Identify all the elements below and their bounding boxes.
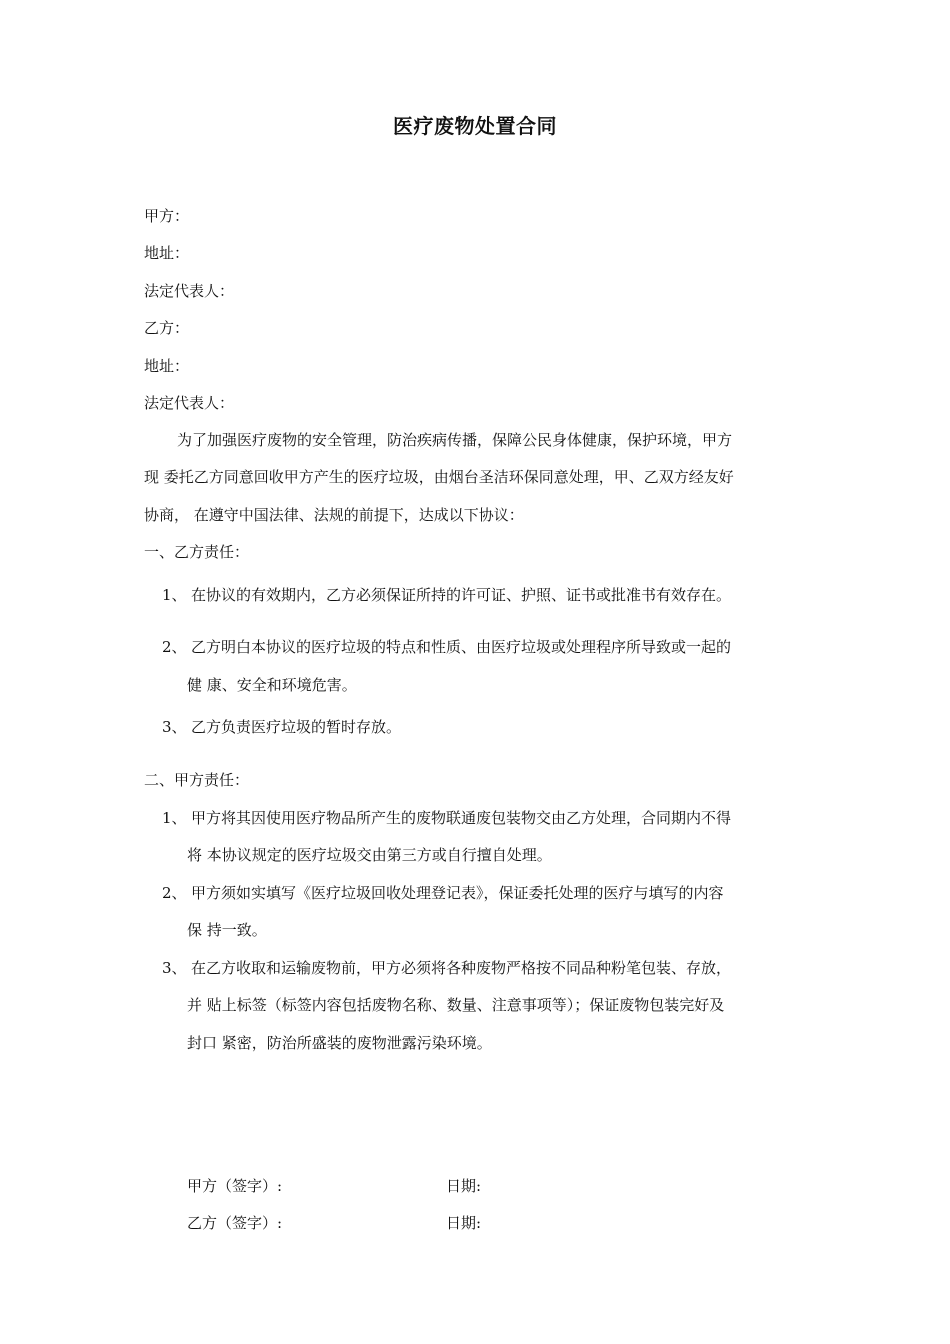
section-2-item-3-number: 3、 [162, 959, 187, 977]
party-a-signature-label: 甲方（签字）: [187, 1177, 283, 1195]
section-2-heading: 二、甲方责任： [144, 771, 250, 789]
section-1-item-1-number: 1、 [162, 586, 187, 604]
party-a-address-label: 地址： [144, 244, 190, 262]
section-2-item-1-number: 1、 [162, 809, 187, 827]
party-a-label: 甲方： [144, 207, 190, 225]
section-2-item-3-text: 在乙方收取和运输废物前，甲方必须将各种废物严格按不同品种粉笔包装、存放， [191, 959, 732, 977]
section-2-item-2-number: 2、 [162, 884, 187, 902]
party-b-representative-label: 法定代表人： [144, 394, 235, 412]
party-b-date-label: 日期: [446, 1214, 482, 1232]
section-2-item-3-text-cont-1: 并 贴上标签（标签内容包括废物名称、数量、注意事项等）；保证废物包装完好及 [187, 996, 725, 1014]
section-2-item-3-text-cont-2: 封口 紧密，防治所盛装的废物泄露污染环境。 [187, 1034, 492, 1052]
section-2-item-1-text-cont: 将 本协议规定的医疗垃圾交由第三方或自行擅自处理。 [187, 846, 552, 864]
party-b-signature-label: 乙方（签字）: [187, 1214, 283, 1232]
intro-line-3: 协商， 在遵守中国法律、法规的前提下，达成以下协议： [144, 506, 524, 524]
party-a-representative-label: 法定代表人： [144, 282, 235, 300]
section-1-item-3-number: 3、 [162, 718, 187, 736]
section-2-item-2-text-cont: 保 持一致。 [187, 921, 267, 939]
party-b-label: 乙方： [144, 319, 190, 337]
section-1-item-2-text-cont: 健 康、安全和环境危害。 [187, 676, 357, 694]
party-a-date-label: 日期: [446, 1177, 482, 1195]
intro-line-1: 为了加强医疗废物的安全管理，防治疾病传播，保障公民身体健康，保护环境，甲方 [177, 431, 733, 449]
intro-line-2: 现 委托乙方同意回收甲方产生的医疗垃圾，由烟台圣洁环保同意处理，甲、乙双方经友好 [144, 468, 734, 486]
section-1-heading: 一、乙方责任： [144, 543, 250, 561]
section-1-item-1-text: 在协议的有效期内，乙方必须保证所持的许可证、护照、证书或批准书有效存在。 [191, 586, 732, 604]
section-1-item-2-number: 2、 [162, 638, 187, 656]
section-1-item-3-text: 乙方负责医疗垃圾的暂时存放。 [191, 718, 402, 736]
section-2-item-2-text: 甲方须如实填写《医疗垃圾回收处理登记表》，保证委托处理的医疗与填写的内容 [191, 884, 724, 902]
document-title: 医疗废物处置合同 [393, 114, 557, 138]
party-b-address-label: 地址： [144, 357, 190, 375]
section-2-item-1-text: 甲方将其因使用医疗物品所产生的废物联通废包装物交由乙方处理，合同期内不得 [191, 809, 732, 827]
section-1-item-2-text: 乙方明白本协议的医疗垃圾的特点和性质、由医疗垃圾或处理程序所导致或一起的 [191, 638, 732, 656]
